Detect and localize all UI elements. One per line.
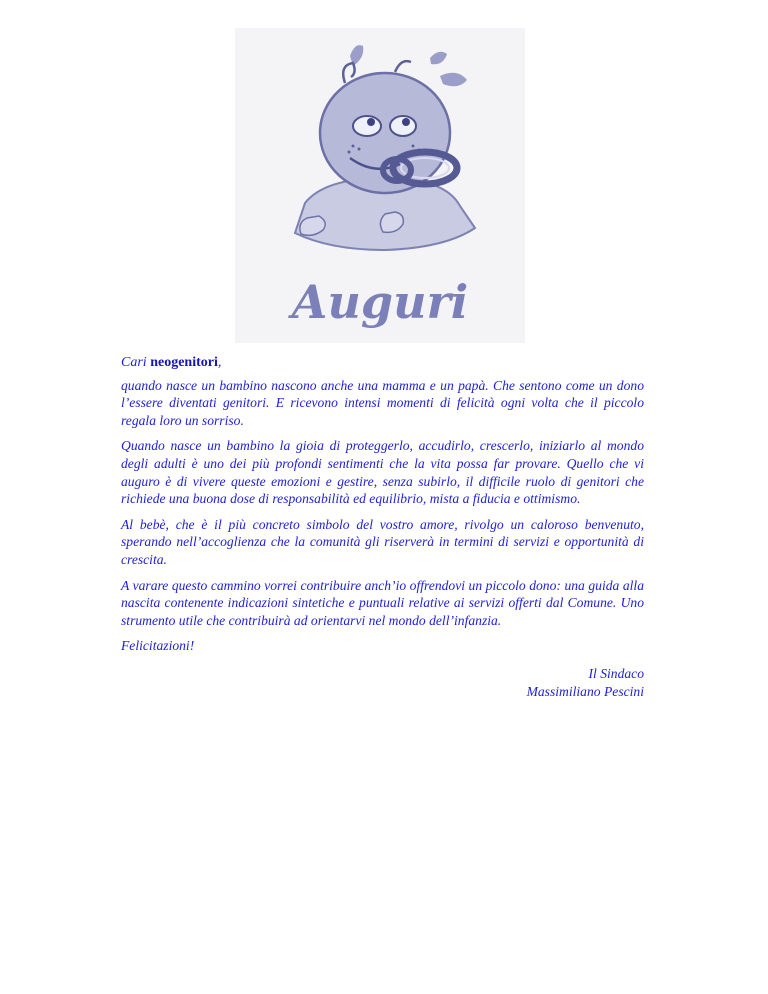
baby-illustration (235, 28, 525, 343)
paragraph-4: A varare questo cammino vorrei contribuire anch’io offrendovi un piccolo dono: una guida alla nascita contenente indicazioni sintetiche e puntuali relative ai servizi offerti dal Comune. Uno strumento utile che contribuirà ad orientarvi nel mondo dell’infanzia. (121, 577, 644, 628)
letter-body (121, 354, 644, 708)
signature-name: Massimiliano Pescini (526, 683, 644, 699)
baby-right-eye (390, 116, 416, 136)
salutation (121, 354, 644, 372)
paragraph-3: Al bebè, che è il più concreto simbolo del vostro amore, rivolgo un caloroso benvenuto, sperando nell’accoglienza che la comunità gli riserverà in termini di servizi e opportunità di crescita. (121, 516, 644, 567)
signature-role: Il Sindaco (588, 665, 644, 681)
baby-left-pupil (367, 118, 375, 126)
salutation-suffix: , (217, 355, 222, 370)
greeting-title: Auguri (291, 275, 469, 329)
signature (121, 665, 644, 700)
paragraph-1: quando nasce un bambino nascono anche una mamma e un papà. Che sentono come un dono l’essere diventati genitori. E ricevono intensi momenti di felicità ogni volta che il piccolo regala loro un sorriso. (121, 377, 644, 428)
baby-left-eye (353, 116, 381, 136)
salutation-recipient: neogenitori (150, 355, 218, 370)
closing-line: Felicitazioni! (121, 638, 195, 654)
baby-right-pupil (402, 118, 410, 126)
salutation-prefix: Cari (121, 355, 151, 370)
paragraph-2: Quando nasce un bambino la gioia di proteggerlo, accudirlo, crescerlo, iniziarlo al mondo degli adulti è uno dei più profondi sentimenti che la vita possa far provare. Quello che vi auguro è di vivere queste emozioni e gestire, senza subirlo, il difficile ruolo di genitori che richiede una buona dose di responsabilità ed equilibrio, mista a fiducia e ottimismo. (121, 438, 644, 507)
